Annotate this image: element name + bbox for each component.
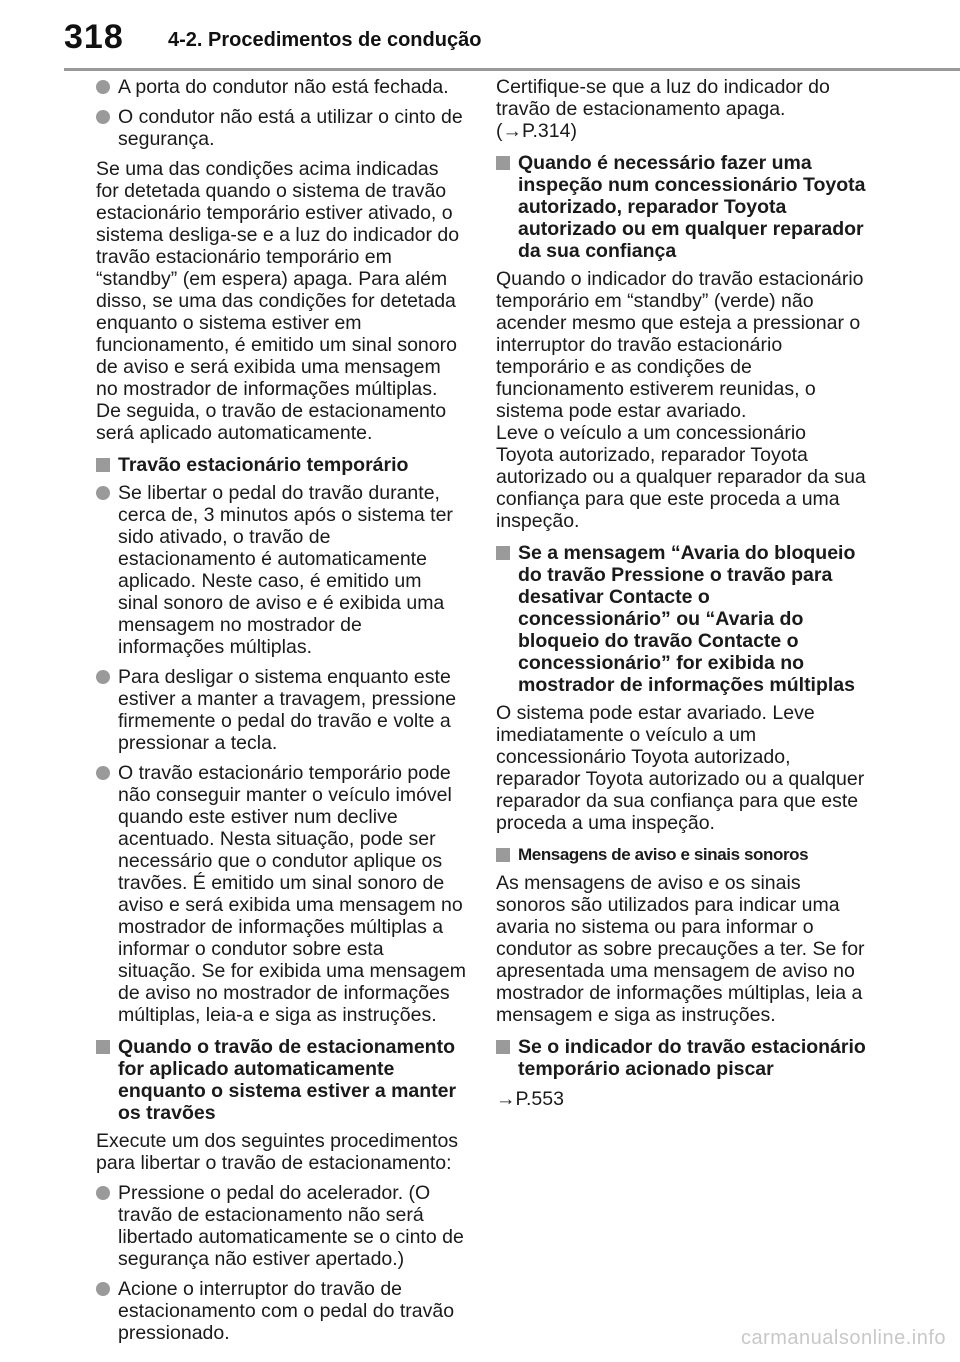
- page-number: 318: [64, 18, 124, 56]
- bullet-item: [96, 666, 466, 754]
- heading-square-icon: [96, 458, 110, 472]
- paragraph: Leve o veículo a um concessionário Toyota autorizado, reparador Toyota autorizado ou a qualquer reparador da sua confiança para que este proceda a uma inspeção.: [496, 422, 866, 532]
- bullet-text: O condutor não está a utilizar o cinto de segurança.: [118, 106, 463, 150]
- bullet-text: Acione o interruptor do travão de estacionamento com o pedal do travão pressionado.: [118, 1278, 455, 1344]
- bullet-item: [96, 106, 466, 150]
- header-divider: [64, 68, 960, 71]
- bullet-text: Para desligar o sistema enquanto este estiver a manter a travagem, pressione firmemente o pedal do travão e volte a pressionar a tecla.: [118, 666, 457, 754]
- bullet-text: O travão estacionário temporário pode não conseguir manter o veículo imóvel quando este estiver num declive acentuado. Nesta situação, pode ser necessário que o condutor aplique os travões. É emitido um sinal sonoro de aviso e será exibida uma mensagem no mostrador de informações múltiplas a informar o condutor sobre esta situação. Se for exibida uma mensagem de aviso no mostrador de informações múltiplas, leia-a e siga as instruções.: [118, 762, 466, 1026]
- paragraph: As mensagens de aviso e os sinais sonoros são utilizados para indicar uma avaria no sistema ou para informar o condutor as sobre precauções a ter. Se for apresentada uma mensagem de aviso no mostrador de informações múltiplas, leia a mensagem e siga as instruções.: [496, 872, 865, 1026]
- right-column: [496, 76, 868, 1110]
- bullet-item: [96, 1182, 466, 1270]
- watermark: carmanualsonline.info: [740, 1327, 946, 1349]
- heading-text: Se a mensagem “Avaria do bloqueio do travão Pressione o travão para desativar Contacte o concessionário” ou “Avaria do bloqueio do travão Contacte o concessionário” for exibida no mostrador de informações múltiplas: [518, 542, 856, 696]
- subsection-heading: [496, 152, 868, 262]
- bullet-text: Se libertar o pedal do travão durante, cerca de, 3 minutos após o sistema ter sido ativado, o travão de estacionamento é automaticamente aplicado. Neste caso, é emitido um sinal sonoro de aviso e é exibida uma mensagem no mostrador de informações múltiplas.: [118, 482, 453, 658]
- subsection-heading: [496, 1036, 868, 1080]
- heading-text: Mensagens de aviso e sinais sonoros: [518, 845, 809, 864]
- bullet-item: [96, 762, 466, 1026]
- paragraph: Execute um dos seguintes procedimentos para libertar o travão de estacionamento:: [96, 1130, 459, 1174]
- subsection-heading: [496, 844, 868, 866]
- paragraph: Certifique-se que a luz do indicador do travão de estacionamento apaga. (→P.314): [496, 76, 830, 142]
- heading-square-icon: [496, 1040, 510, 1054]
- subsection-heading: [96, 1036, 466, 1124]
- paragraph: Quando o indicador do travão estacionário temporário em “standby” (verde) não acender mesmo que esteja a pressionar o interruptor do travão estacionário temporário e as condições de funcionamento estiverem reunidas, o sistema pode estar avariado.: [496, 268, 864, 422]
- heading-text: Travão estacionário temporário: [118, 454, 409, 476]
- subsection-heading: [496, 542, 868, 696]
- bullet-dot-icon: [96, 1186, 110, 1200]
- heading-square-icon: [496, 546, 510, 560]
- bullet-item: [96, 482, 466, 658]
- paragraph: O sistema pode estar avariado. Leve imediatamente o veículo a um concessionário Toyota autorizado, reparador Toyota autorizado ou a qualquer reparador da sua confiança para que este proceda a uma inspeção.: [496, 702, 865, 834]
- page-header: [0, 0, 960, 74]
- heading-text: Se o indicador do travão estacionário temporário acionado piscar: [518, 1036, 866, 1080]
- page-reference-link[interactable]: →P.553: [496, 1088, 564, 1110]
- subsection-heading: [96, 454, 466, 476]
- heading-square-icon: [96, 1040, 110, 1054]
- bullet-dot-icon: [96, 670, 110, 684]
- bullet-item: [96, 76, 466, 98]
- bullet-text: A porta do condutor não está fechada.: [118, 76, 449, 98]
- bullet-dot-icon: [96, 110, 110, 124]
- bullet-dot-icon: [96, 486, 110, 500]
- bullet-dot-icon: [96, 766, 110, 780]
- heading-text: Quando o travão de estacionamento for aplicado automaticamente enquanto o sistema estiver a manter os travões: [118, 1036, 457, 1124]
- left-column: [96, 76, 466, 1352]
- section-title: 4-2. Procedimentos de condução: [168, 29, 482, 51]
- heading-square-icon: [496, 848, 510, 862]
- bullet-dot-icon: [96, 80, 110, 94]
- bullet-text: Pressione o pedal do acelerador. (O travão de estacionamento não será libertado automaticamente se o cinto de segurança não estiver apertado.): [118, 1182, 464, 1270]
- paragraph: Se uma das condições acima indicadas for detetada quando o sistema de travão estacionário temporário estiver ativado, o sistema desliga-se e a luz do indicador do travão estacionário temporário em “standby” (em espera) apaga. Para além disso, se uma das condições for detetada enquanto o sistema estiver em funcionamento, é emitido um sinal sonoro de aviso e será exibida uma mensagem no mostrador de informações múltiplas. De seguida, o travão de estacionamento será aplicado automaticamente.: [96, 158, 460, 444]
- bullet-item: [96, 1278, 466, 1344]
- bullet-dot-icon: [96, 1282, 110, 1296]
- heading-text: Quando é necessário fazer uma inspeção num concessionário Toyota autorizado, reparador Toyota autorizado ou em qualquer reparador da sua confiança: [518, 152, 866, 262]
- heading-square-icon: [496, 156, 510, 170]
